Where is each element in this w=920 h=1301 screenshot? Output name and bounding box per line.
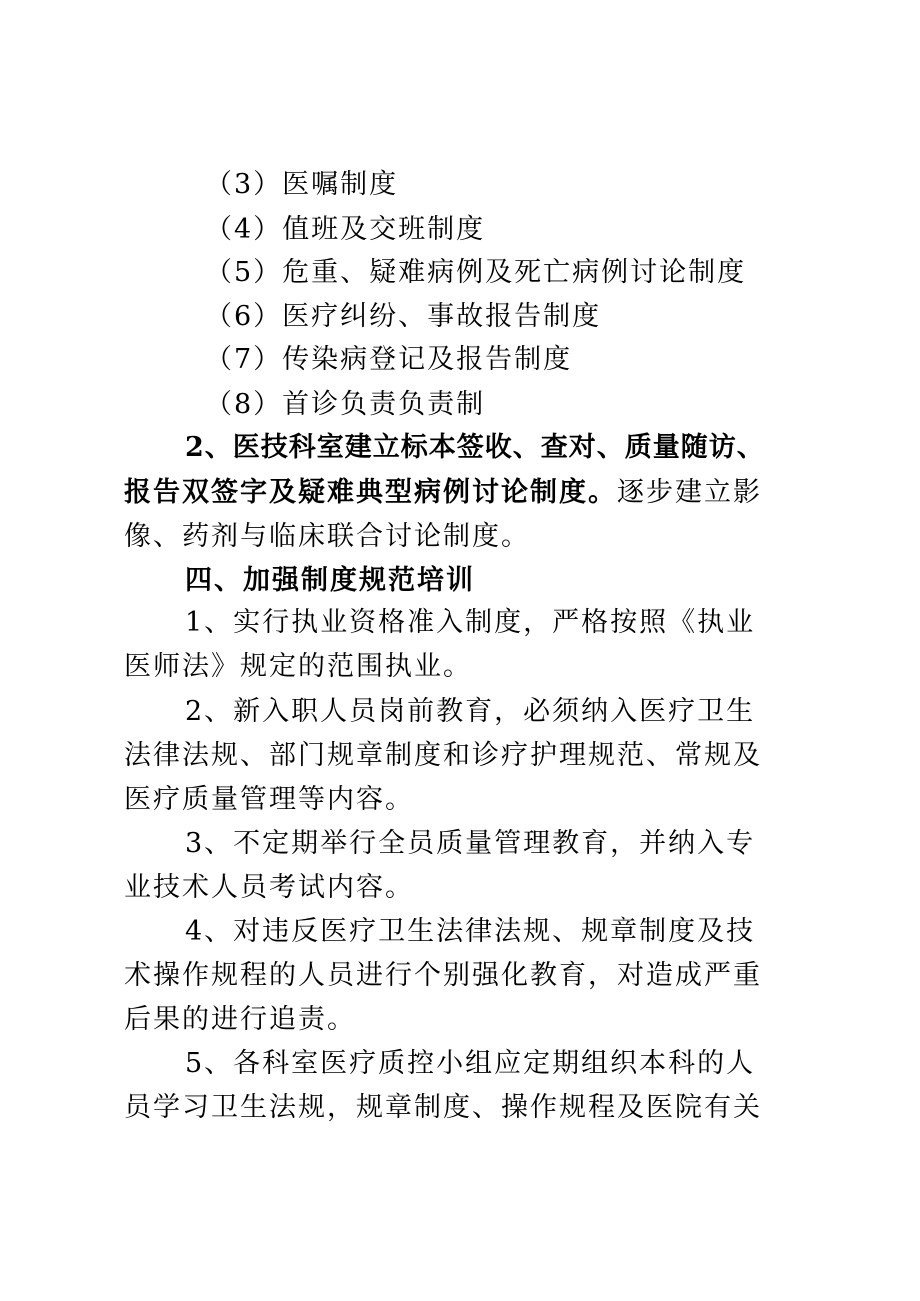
para2-line1: 2、医技科室建立标本签收、查对、质量随访、 [185, 432, 765, 463]
section4-item3-line2: 业技术人员考试内容。 [124, 872, 414, 903]
list-item-6: （6）医疗纠纷、事故报告制度 [205, 301, 602, 332]
section4-item4-line3: 后果的进行追责。 [124, 1004, 356, 1035]
para2-line2-bold: 报告双签字及疑难典型病例讨论制度。 [124, 477, 617, 508]
section-heading: 四、加强制度规范培训 [185, 565, 475, 596]
section4-item2-line1: 2、新入职人员岗前教育，必须纳入医疗卫生 [185, 696, 756, 727]
section4-item3-line1: 3、不定期举行全员质量管理教育，并纳入专 [185, 828, 756, 859]
list-item-4: （4）值班及交班制度 [205, 214, 486, 245]
section4-item5-line2: 员学习卫生法规，规章制度、操作规程及医院有关 [124, 1092, 762, 1123]
section4-item2-line3: 医疗质量管理等内容。 [124, 784, 414, 815]
section4-item1-line2: 医师法》规定的范围执业。 [124, 651, 472, 682]
para2-line2 [124, 478, 762, 508]
para2-line2-rest: 逐步建立影 [617, 477, 762, 508]
section4-item1-line1: 1、实行执业资格准入制度，严格按照《执业 [185, 607, 756, 638]
para2-line3: 像、药剂与临床联合讨论制度。 [124, 521, 530, 552]
section4-item4-line2: 术操作规程的人员进行个别强化教育，对造成严重 [124, 960, 762, 991]
section4-item2-line2: 法律法规、部门规章制度和诊疗护理规范、常规及 [124, 740, 762, 771]
section4-item5-line1: 5、各科室医疗质控小组应定期组织本科的人 [185, 1048, 756, 1079]
list-item-7: （7）传染病登记及报告制度 [205, 344, 573, 375]
list-item-3: （3）医嘱制度 [205, 169, 399, 200]
section4-item4-line1: 4、对违反医疗卫生法律法规、规章制度及技 [185, 916, 756, 947]
list-item-5: （5）危重、疑难病例及死亡病例讨论制度 [205, 257, 747, 288]
list-item-8: （8）首诊负责负责制 [205, 389, 486, 420]
